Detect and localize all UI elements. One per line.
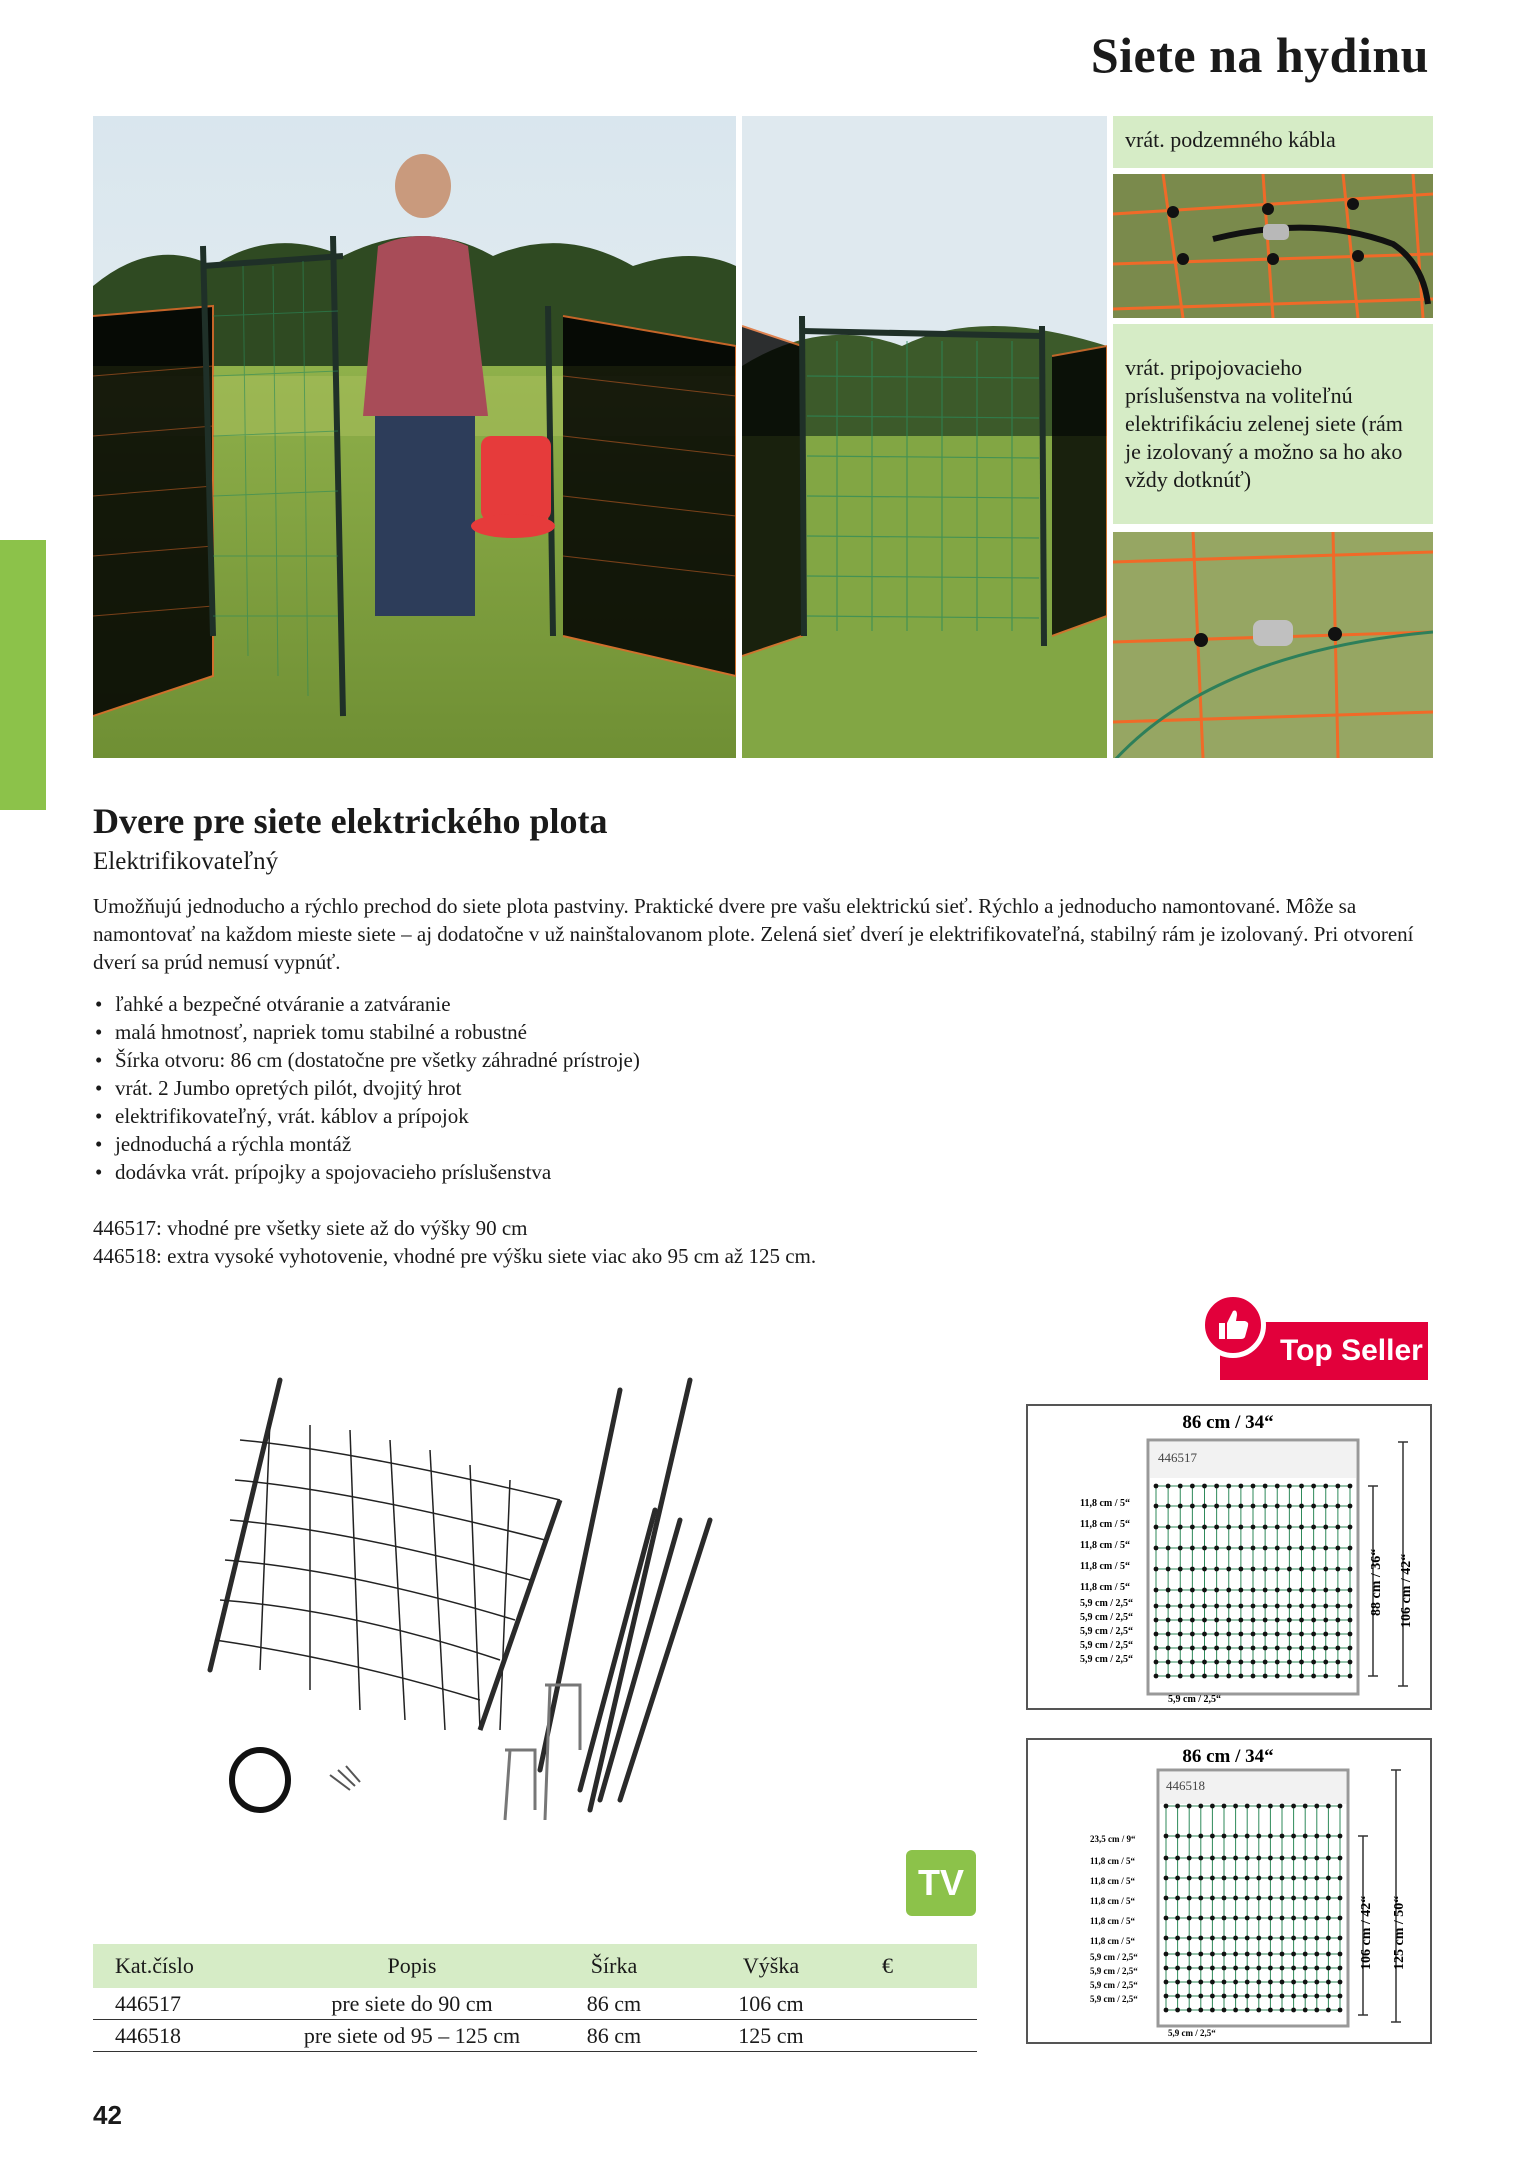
row-label: 5,9 cm / 2,5“ [1090,1952,1138,1962]
list-item: • malá hmotnosť, napriek tomu stabilné a robustné [93,1018,640,1046]
row-label: 11,8 cm / 5“ [1080,1540,1130,1551]
product-description: Umožňujú jednoducho a rýchlo prechod do siete plota pastviny. Praktické dvere pre vašu elektrickú sieť. Rýchlo a jednoducho namontované. Môže sa namontovať na každom mieste siete – aj dodatočne v už nainštalovanom plote. Zelená sieť dverí je elektrifikovateľná, stabilný rám je izolovaný. Pri otvorení dverí sa prúd nemusí vypnúť. [93,894,1414,974]
height-inner-label: 106 cm / 42“ [1359,1895,1374,1970]
row-label: 5,9 cm / 2,5“ [1090,1980,1138,1990]
note-446517: 446517: vhodné pre všetky siete až do výšky 90 cm [93,1216,528,1240]
height-inner-label: 88 cm / 36“ [1369,1548,1384,1616]
col-desc: Popis [266,1944,558,1988]
diagram-width-label: 86 cm / 34“ [1182,1412,1274,1433]
section-tab [0,540,46,810]
product-title: Dvere pre siete elektrického plota [93,801,608,841]
note-446518: 446518: extra vysoké vyhotovenie, vhodné pre výšku siete viac ako 95 cm až 125 cm. [93,1244,817,1268]
col-code: Kat.číslo [93,1944,266,1988]
row-label: 11,8 cm / 5“ [1080,1498,1130,1509]
feature-list [93,990,640,1186]
model-notes [93,1214,816,1270]
row-label: 5,9 cm / 2,5“ [1090,1966,1138,1976]
list-item: • Šírka otvoru: 86 cm (dostatočne pre všetky záhradné prístroje) [93,1046,640,1074]
cell-width: 86 cm [558,1988,670,2020]
list-item: • dodávka vrát. prípojky a spojovacieho príslušenstva [93,1158,640,1186]
row-label: 5,9 cm / 2,5“ [1080,1626,1134,1637]
col-price: € [872,1944,977,1988]
col-height: Výška [670,1944,872,1988]
row-label: 5,9 cm / 2,5“ [1080,1640,1134,1651]
height-outer-label: 106 cm / 42“ [1399,1553,1414,1628]
photo-man-at-gate [93,116,736,758]
list-item: • elektrifikovateľný, vrát. káblov a prípojok [93,1102,640,1130]
spec-table [93,1944,977,2052]
dimension-diagram-446518 [1026,1738,1432,2044]
diagram-code: 446517 [1158,1450,1197,1465]
product-subtitle: Elektrifikovateľný [93,848,279,875]
list-item: • vrát. 2 Jumbo opretých pilót, dvojitý hrot [93,1074,640,1102]
top-seller-badge [1200,1292,1430,1382]
bottom-spacing-label: 5,9 cm / 2,5“ [1168,1694,1222,1705]
row-label: 11,8 cm / 5“ [1090,1936,1135,1946]
row-label: 11,8 cm / 5“ [1090,1856,1135,1866]
diagram-code: 446518 [1166,1778,1205,1793]
table-row [93,2020,977,2052]
row-label: 11,8 cm / 5“ [1080,1519,1130,1530]
list-item: • ľahké a bezpečné otváranie a zatváranie [93,990,640,1018]
table-header [93,1944,977,1988]
dimension-diagram-446517 [1026,1404,1432,1710]
cell-price [872,2020,977,2052]
row-label: 11,8 cm / 5“ [1090,1896,1135,1906]
bottom-spacing-label: 5,9 cm / 2,5“ [1168,2028,1216,2038]
cell-height: 106 cm [670,1988,872,2020]
cell-desc: pre siete od 95 – 125 cm [266,2020,558,2052]
row-label: 11,8 cm / 5“ [1080,1582,1130,1593]
row-label: 11,8 cm / 5“ [1090,1916,1135,1926]
thumbs-up-icon [1200,1292,1266,1358]
product-kit-image [200,1370,740,1830]
diagram-width-label: 86 cm / 34“ [1182,1746,1274,1767]
page-number: 42 [93,2100,122,2130]
photo-gate [742,116,1107,758]
row-label: 11,8 cm / 5“ [1090,1876,1135,1886]
row-label: 5,9 cm / 2,5“ [1090,1994,1138,2004]
cell-height: 125 cm [670,2020,872,2052]
tv-badge: TV [906,1850,976,1916]
cell-code: 446517 [93,1988,266,2020]
col-width: Šírka [558,1944,670,1988]
cell-code: 446518 [93,2020,266,2052]
row-label: 11,8 cm / 5“ [1080,1561,1130,1572]
page-title: Siete na hydinu [1090,27,1429,83]
cell-width: 86 cm [558,2020,670,2052]
caption-accessory: vrát. pripojovacieho príslušenstva na voliteľnú elektrifikáciu zelenej siete (rám je izolovaný a možno sa ho ako vždy dotknúť) [1113,324,1433,524]
photo-cable-detail [1113,174,1433,318]
height-outer-label: 125 cm / 50“ [1392,1895,1407,1970]
row-label: 5,9 cm / 2,5“ [1080,1598,1134,1609]
photo-connector-detail [1113,532,1433,758]
top-seller-label: Top Seller [1280,1334,1423,1367]
caption-cable: vrát. podzemného kábla [1113,116,1433,168]
table-row [93,1988,977,2020]
cell-desc: pre siete do 90 cm [266,1988,558,2020]
row-label: 23,5 cm / 9“ [1090,1834,1136,1844]
row-label: 5,9 cm / 2,5“ [1080,1654,1134,1665]
cell-price [872,1988,977,2020]
row-label: 5,9 cm / 2,5“ [1080,1612,1134,1623]
list-item: • jednoduchá a rýchla montáž [93,1130,640,1158]
